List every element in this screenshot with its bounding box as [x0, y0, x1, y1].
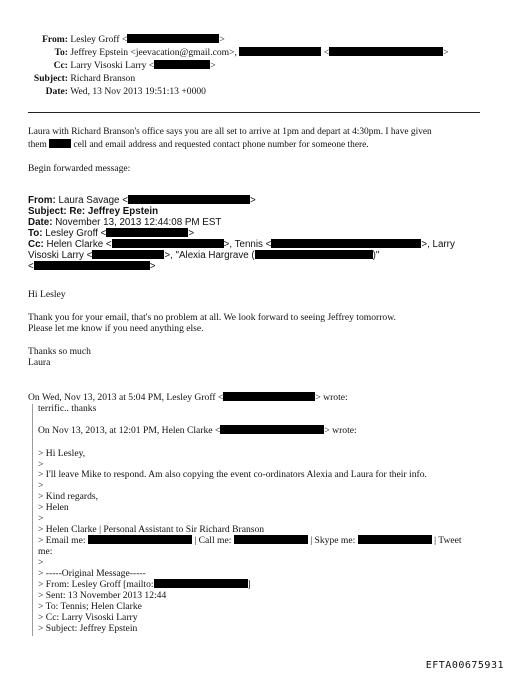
header-cc-row — [0, 60, 216, 71]
reply-paragraph-1: Thank you for your email, that's no problem at all. We look forward to seeing Jeffrey tomorrow. — [28, 312, 396, 323]
redaction-block — [49, 139, 71, 148]
header-to-value: Jeffrey Epstein <jeevacation@gmail.com>, — [70, 47, 237, 58]
thread-terrific: terrific.. thanks — [38, 403, 97, 414]
header-cc-value: Larry Visoski Larry < — [70, 60, 155, 71]
redaction-block — [127, 34, 219, 43]
redaction-block — [239, 47, 321, 56]
quote-line: > Sent: 13 November 2013 12:44 — [38, 590, 167, 601]
fwd-date-value: November 13, 2013 12:44:08 PM EST — [55, 217, 222, 228]
quote-line: > Helen Clarke | Personal Assistant to Sir Richard Branson — [38, 524, 265, 535]
fwd-from-row — [28, 195, 256, 206]
fwd-from-tail: > — [249, 195, 256, 206]
quote-from-tail: ] — [247, 579, 251, 590]
fwd-cc-value: Helen Clarke < — [46, 239, 112, 250]
quote-line: > — [38, 459, 44, 470]
redaction-block — [223, 392, 315, 401]
fwd-subject-value: Re: Jeffrey Epstein — [69, 206, 159, 217]
redaction-block — [128, 195, 250, 204]
fwd-cc-label: Cc: — [28, 239, 44, 250]
body-line-2 — [28, 139, 369, 151]
quote-line: > — [38, 557, 44, 568]
header-from-label: From: — [42, 34, 68, 45]
fwd-cc-row-2 — [28, 250, 379, 261]
header-cc-tail: > — [210, 60, 216, 71]
quote-from-label: > From: Lesley Groff [mailto: — [38, 579, 154, 590]
reply-signature: Laura — [28, 357, 51, 368]
fwd-from-label: From: — [28, 195, 56, 206]
thread-on-line-1 — [28, 392, 348, 403]
redaction-block — [92, 250, 164, 259]
quote-line: > — [38, 480, 44, 491]
fwd-cc-mid-2: >, Larry — [421, 239, 455, 250]
fwd-to-tail: > — [188, 228, 195, 239]
fwd-cc-line-2c: )" — [372, 250, 380, 261]
redaction-block — [34, 261, 150, 270]
redaction-block — [106, 228, 188, 237]
header-divider — [28, 112, 480, 113]
fwd-cc-row — [28, 239, 455, 250]
fwd-cc-mid-1: >, Tennis < — [223, 239, 272, 250]
reply-paragraph-2: Please let me know if you need anything else. — [28, 323, 204, 334]
quote-line: > I'll leave Mike to respond. Am also copying the event co-ordinators Alexia and Laura for their info. — [38, 469, 427, 480]
redaction-block — [358, 535, 432, 544]
header-date-value: Wed, 13 Nov 2013 19:51:13 +0000 — [70, 86, 206, 97]
body-line-2b: cell and email address and requested contact phone number for someone there. — [73, 140, 369, 150]
reply-greeting: Hi Lesley — [28, 289, 66, 300]
quote-line: > Cc: Larry Visoski Larry — [38, 612, 138, 623]
redaction-block — [234, 535, 308, 544]
header-from-tail: > — [219, 34, 225, 45]
document-id: EFTA00675931 — [425, 660, 504, 671]
header-subject-label: Subject: — [33, 73, 68, 84]
quote-line: > Helen — [38, 502, 69, 513]
redaction-block — [88, 535, 192, 544]
quote-call-label: | Call me: — [194, 535, 232, 546]
header-subject-value: Richard Branson — [70, 73, 136, 84]
fwd-from-value: Laura Savage < — [58, 195, 128, 206]
fwd-date-row — [28, 217, 221, 228]
header-from-value: Lesley Groff < — [70, 34, 128, 45]
quote-line: > To: Tennis; Helen Clarke — [38, 601, 142, 612]
begin-forward: Begin forwarded message: — [28, 163, 131, 174]
redaction-block — [255, 250, 373, 259]
fwd-subject-label: Subject: — [28, 206, 67, 217]
redaction-block — [271, 239, 421, 248]
redaction-block — [112, 239, 224, 248]
fwd-to-label: To: — [28, 228, 43, 239]
fwd-cc-row-3 — [28, 261, 155, 272]
redaction-block — [329, 47, 443, 56]
header-to-row — [0, 47, 449, 58]
fwd-cc-line-3a: < — [28, 261, 34, 272]
quote-line: > -----Original Message----- — [38, 568, 146, 579]
thread-on-1b: > wrote: — [315, 392, 348, 403]
quote-from-line — [38, 579, 251, 590]
quote-tweet-label: | Tweet — [434, 535, 462, 546]
header-date-row — [0, 86, 206, 97]
header-to-tail: > — [443, 47, 449, 58]
body-line-1: Laura with Richard Branson's office says you are all set to arrive at 1pm and depart at 4:30pm. I have given — [28, 127, 432, 137]
thread-on-2a: On Nov 13, 2013, at 12:01 PM, Helen Clarke < — [38, 425, 221, 436]
fwd-to-value: Lesley Groff < — [45, 228, 107, 239]
fwd-cc-line-2b: >, "Alexia Hargrave ( — [164, 250, 255, 261]
fwd-to-row — [28, 228, 194, 239]
header-date-label: Date: — [45, 86, 68, 97]
quote-line: > Subject: Jeffrey Epstein — [38, 623, 138, 634]
thread-on-2b: > wrote: — [324, 425, 357, 436]
redaction-block — [154, 579, 248, 588]
quote-line: > Hi Lesley, — [38, 448, 86, 459]
thread-on-1a: On Wed, Nov 13, 2013 at 5:04 PM, Lesley Groff < — [28, 392, 224, 403]
fwd-cc-line-2a: Visoski Larry < — [28, 250, 93, 261]
quote-contact-line — [38, 535, 462, 546]
fwd-subject-row — [28, 206, 158, 217]
fwd-cc-line-3b: > — [149, 261, 156, 272]
fwd-date-label: Date: — [28, 217, 53, 228]
redaction-block — [220, 425, 324, 434]
header-to-mid: < — [323, 47, 330, 58]
header-subject-row — [0, 73, 135, 84]
header-cc-label: Cc: — [53, 60, 68, 71]
quote-line: > Kind regards, — [38, 491, 99, 502]
reply-thanks: Thanks so much — [28, 346, 91, 357]
body-line-2a: them — [28, 140, 47, 150]
quote-line: me: — [38, 546, 53, 557]
header-to-label: To: — [54, 47, 68, 58]
header-from-row — [0, 34, 225, 45]
quote-email-label: > Email me: — [38, 535, 86, 546]
thread-on-line-2 — [38, 425, 357, 436]
quote-line: > — [38, 513, 44, 524]
quote-skype-label: | Skype me: — [310, 535, 356, 546]
quote-bar-outer — [32, 404, 33, 636]
redaction-block — [154, 60, 210, 69]
